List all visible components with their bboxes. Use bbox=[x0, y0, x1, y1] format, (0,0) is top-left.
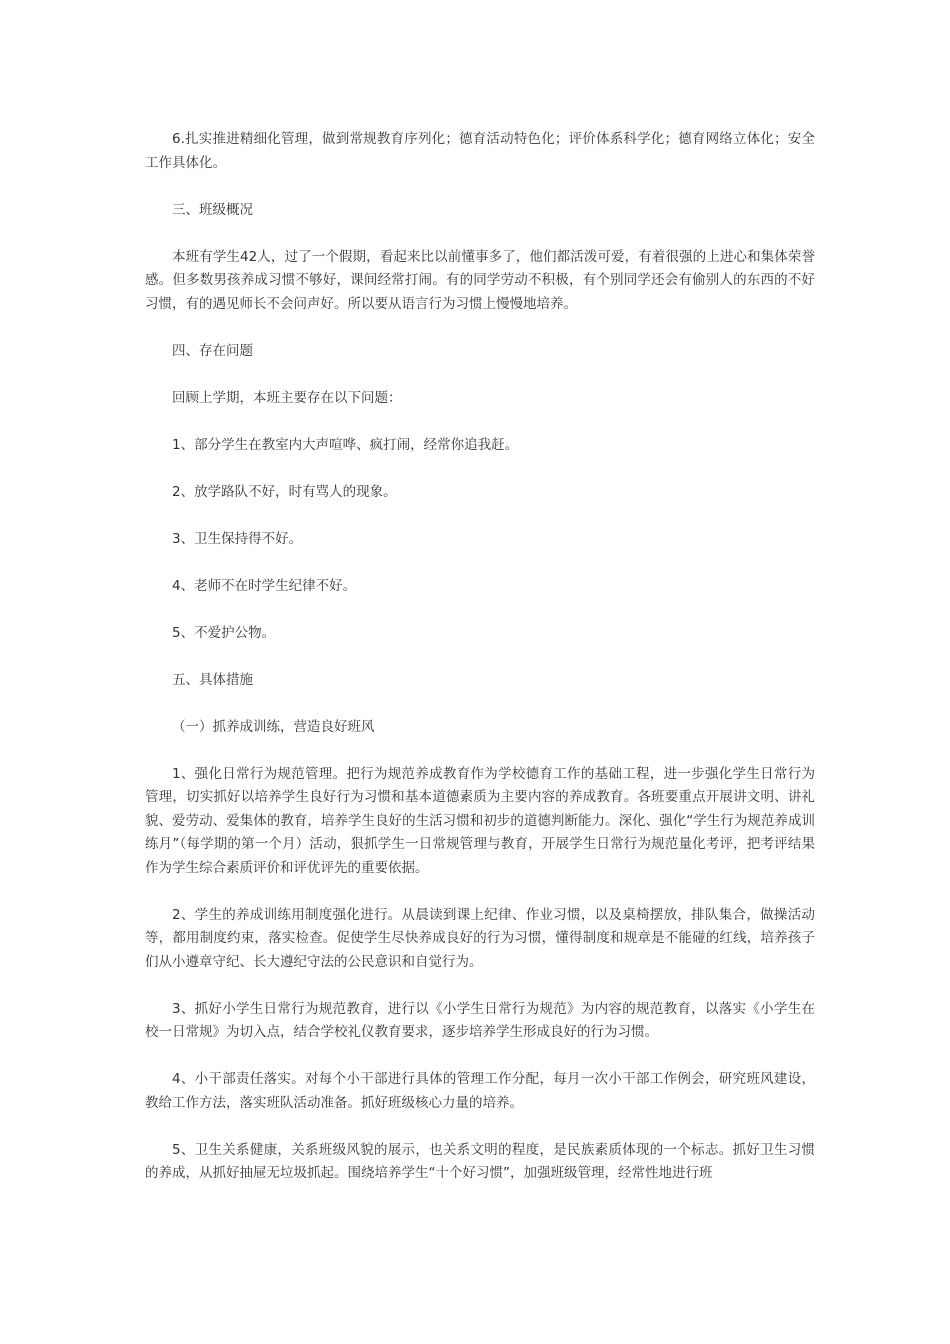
heading-specific-measures: 五、具体措施 bbox=[172, 671, 253, 688]
document-body bbox=[145, 128, 815, 1209]
heading-class-overview: 三、班级概况 bbox=[172, 201, 253, 218]
paragraph-measure-3: 3、抓好小学生日常行为规范教育，进行以《小学生日常行为规范》为内容的规范教育，以落实《小学生在校一日常规》为切入点，结合学校礼仪教育要求，逐步培养学生形成良好的行为习惯。 bbox=[145, 1000, 815, 1040]
paragraph-measure-5: 5、卫生关系健康，关系班级风貌的展示，也关系文明的程度，是民族素质体现的一个标志。抓好卫生习惯的养成，从抓好抽屉无垃圾抓起。围绕培养学生“十个好习惯”，加强班级管理，经常性地进行班 bbox=[145, 1141, 815, 1181]
list-item-problem-3: 3、卫生保持得不好。 bbox=[172, 530, 303, 547]
paragraph-class-overview: 本班有学生42人，过了一个假期，看起来比以前懂事多了，他们都活泼可爱，有着很强的上进心和集体荣誉感。但多数男孩养成习惯不够好，课间经常打闹。有的同学劳动不积极，有个别同学还会有偷别人的东西的不好习惯，有的遇见师长不会问声好。所以要从语言行为习惯上慢慢地培养。 bbox=[145, 248, 815, 312]
paragraph-problems-intro: 回顾上学期，本班主要存在以下问题： bbox=[172, 389, 402, 406]
paragraph-measure-2: 2、学生的养成训练用制度强化进行。从晨读到课上纪律、作业习惯，以及桌椅摆放，排队集合，做操活动等，都用制度约束，落实检查。促使学生尽快养成良好的行为习惯，懂得制度和规章是不能碰的红线，培养孩子们从小遵章守纪、长大遵纪守法的公民意识和自觉行为。 bbox=[145, 906, 815, 970]
list-item-problem-2: 2、放学路队不好，时有骂人的现象。 bbox=[172, 483, 397, 500]
subheading-habit-training: （一）抓养成训练，营造良好班风 bbox=[172, 718, 375, 735]
paragraph-measure-1: 1、强化日常行为规范管理。把行为规范养成教育作为学校德育工作的基础工程，进一步强化学生日常行为管理，切实抓好以培养学生良好行为习惯和基本道德素质为主要内容的养成教育。各班要重点开展讲文明、讲礼貌、爱劳动、爱集体的教育，培养学生良好的生活习惯和初步的道德判断能力。深化、强化“学生行为规范养成训练月”（每学期的第一个月）活动，狠抓学生一日常规管理与教育，开展学生日常行为规范量化考评，把考评结果作为学生综合素质评价和评优评先的重要依据。 bbox=[145, 765, 815, 876]
paragraph-refined-management: 6.扎实推进精细化管理，做到常规教育序列化；德育活动特色化；评价体系科学化；德育网络立体化；安全工作具体化。 bbox=[145, 131, 815, 171]
list-item-problem-4: 4、老师不在时学生纪律不好。 bbox=[172, 577, 357, 594]
list-item-problem-1: 1、部分学生在教室内大声喧哗、疯打闹，经常你追我赶。 bbox=[172, 436, 519, 453]
paragraph-measure-4: 4、小干部责任落实。对每个小干部进行具体的管理工作分配，每月一次小干部工作例会，研究班风建设，教给工作方法，落实班队活动准备。抓好班级核心力量的培养。 bbox=[145, 1071, 815, 1111]
heading-existing-problems: 四、存在问题 bbox=[172, 342, 253, 359]
list-item-problem-5: 5、不爱护公物。 bbox=[172, 624, 276, 641]
